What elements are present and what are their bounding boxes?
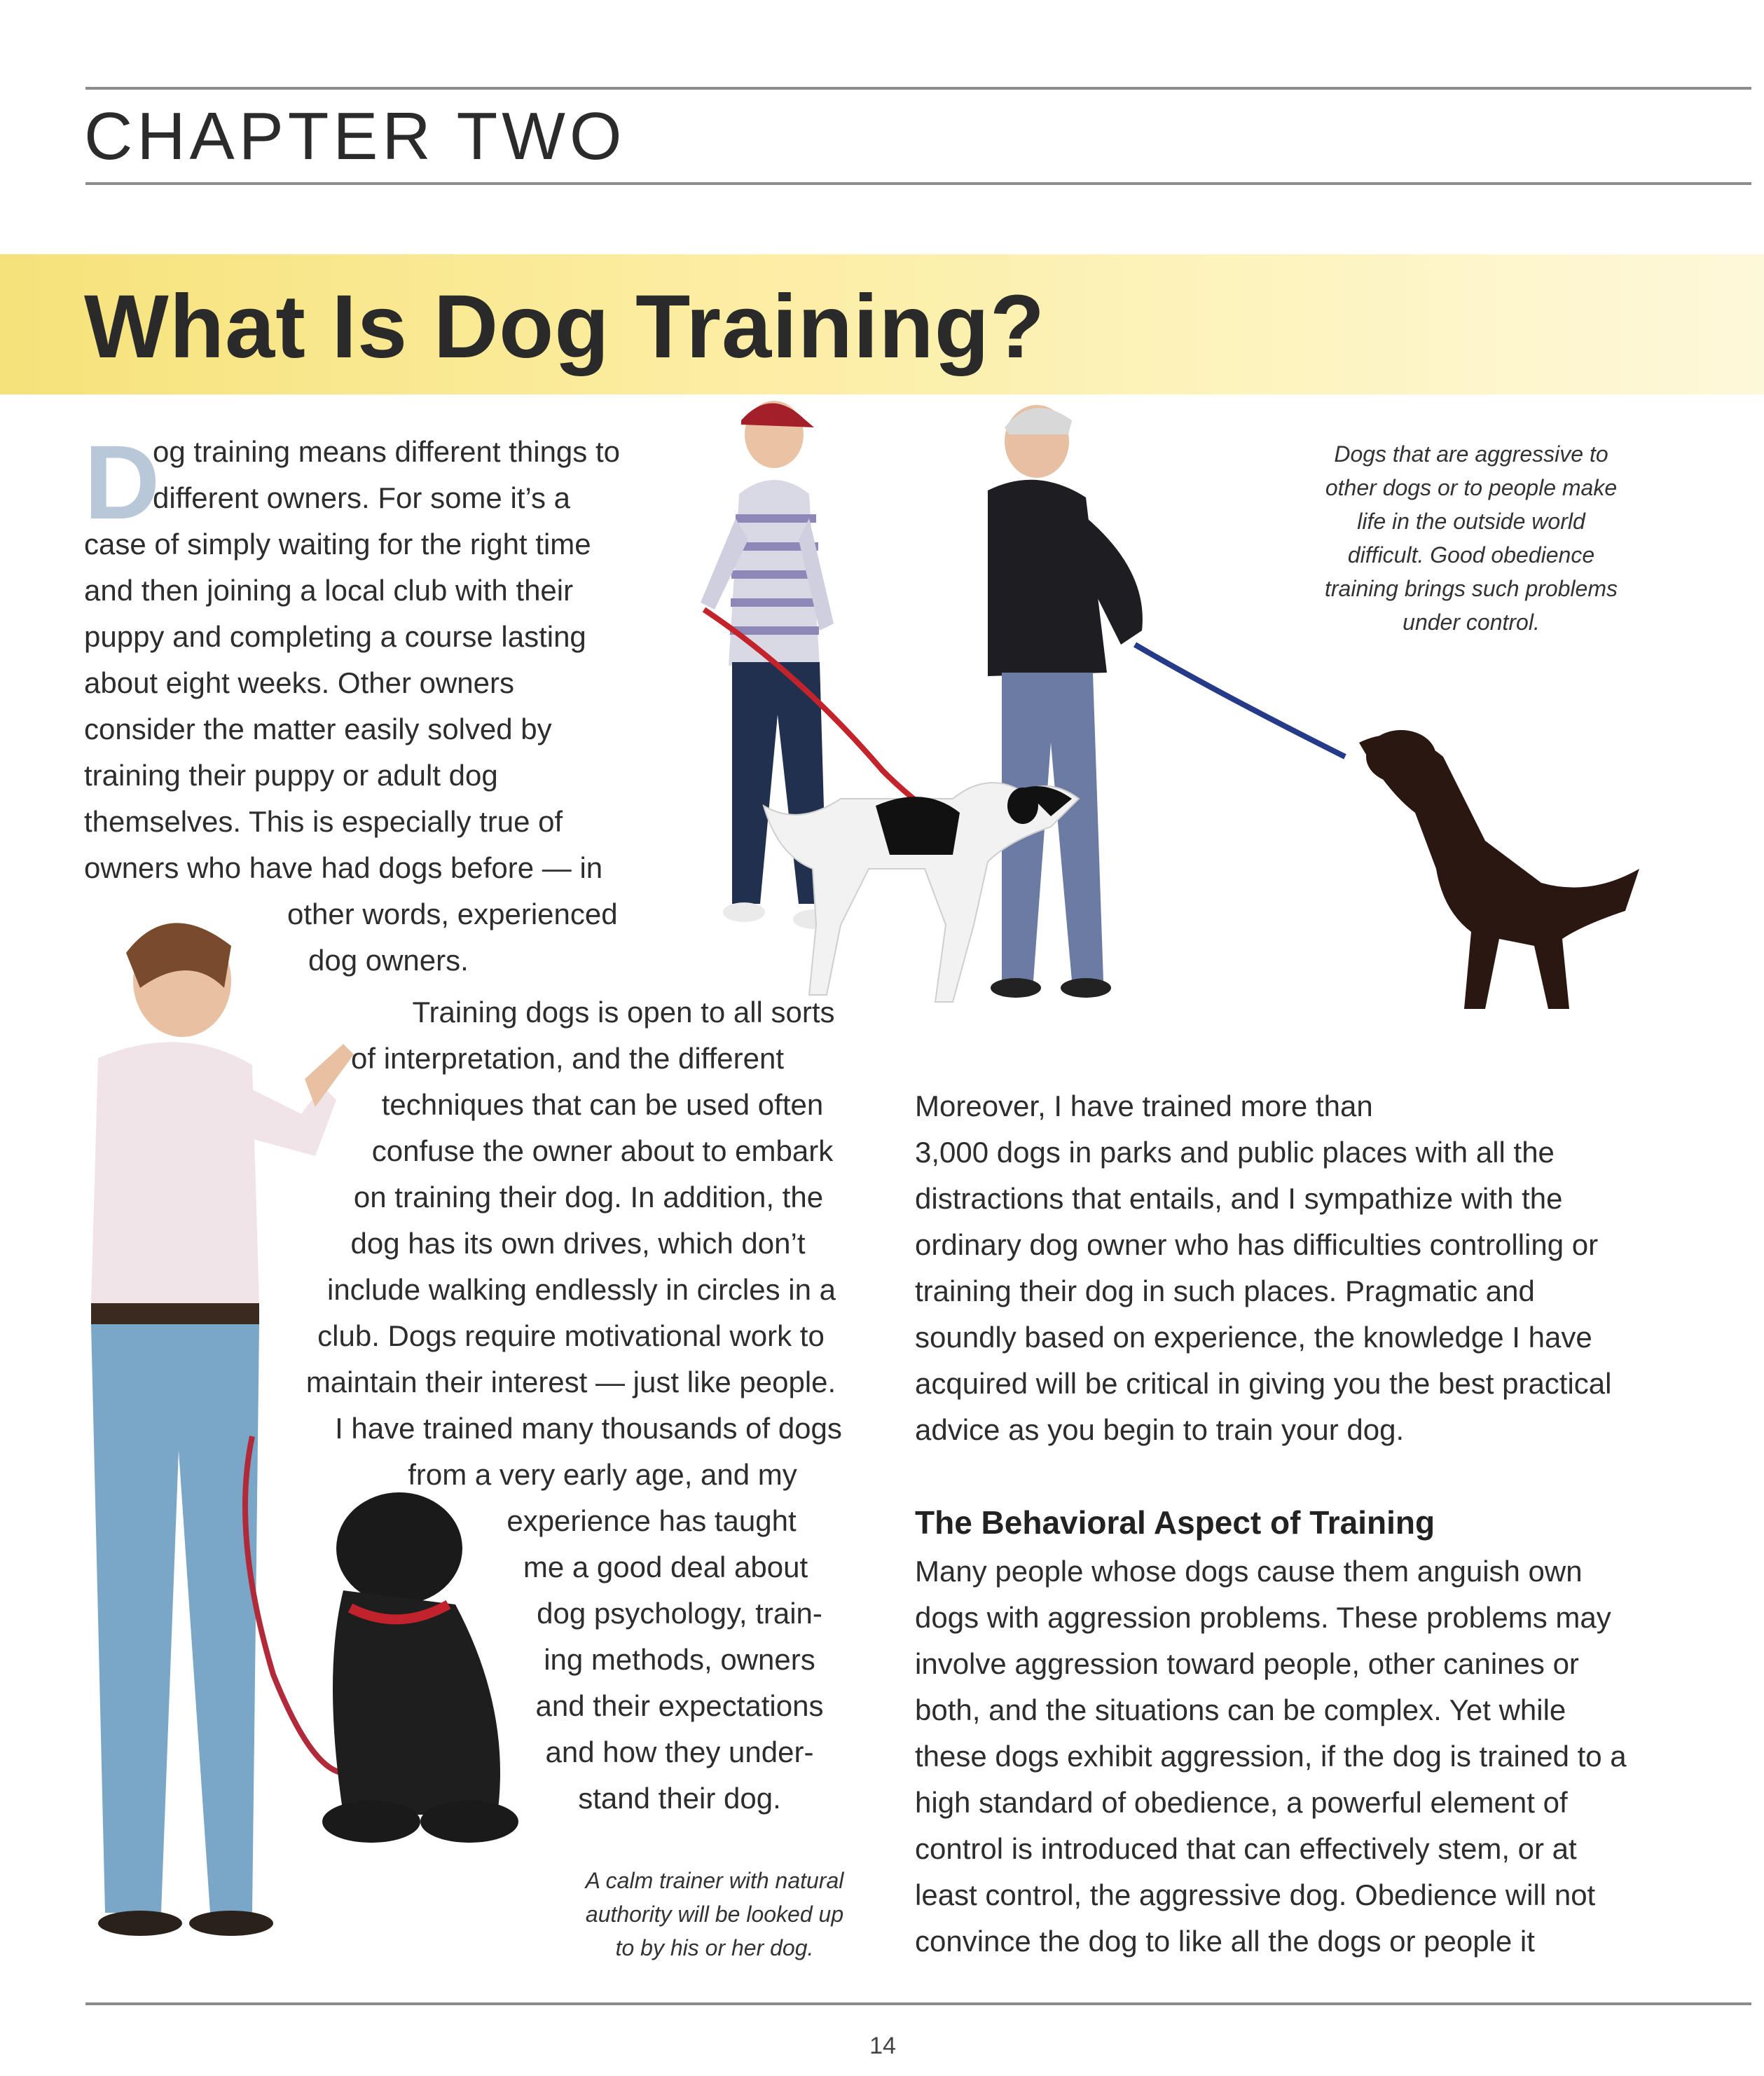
- woman-dark-jacket: [988, 405, 1143, 998]
- caption-aggressive-line: other dogs or to people make: [1325, 475, 1618, 500]
- para2-line: confuse the owner about to embark: [371, 1134, 834, 1167]
- para2-line: dog psychology, train-: [537, 1597, 822, 1630]
- intro-line: other words, experienced: [287, 898, 618, 930]
- para2-line: and their expectations: [535, 1689, 824, 1722]
- behavior-line: dogs with aggression problems. These problems may: [915, 1601, 1611, 1634]
- behavior-line: high standard of obedience, a powerful element of: [915, 1786, 1568, 1819]
- intro-line: og training means different things to: [153, 435, 620, 468]
- footer-rule: [85, 2002, 1751, 2005]
- behavior-line: these dogs exhibit aggression, if the dog is trained to a: [915, 1740, 1627, 1773]
- intro-line: about eight weeks. Other owners: [84, 666, 515, 699]
- para2-line: from a very early age, and my: [408, 1458, 797, 1491]
- intro-line: training their puppy or adult dog: [84, 759, 498, 792]
- right-col-line: training their dog in such places. Pragmatic and: [915, 1274, 1535, 1307]
- right-col-line: Moreover, I have trained more than: [915, 1089, 1373, 1122]
- para2-line: include walking endlessly in circles in a: [326, 1273, 836, 1306]
- intro-line: consider the matter easily solved by: [84, 713, 552, 745]
- para2-line: techniques that can be used often: [381, 1088, 824, 1121]
- para2-line: me a good deal about: [523, 1551, 808, 1583]
- para2-line: experience has taught: [507, 1504, 797, 1537]
- black-poodle: [322, 1492, 518, 1843]
- dark-setter-dog: [1359, 730, 1639, 1009]
- blue-leash: [1135, 645, 1345, 757]
- para2-line: ing methods, owners: [544, 1643, 815, 1676]
- intro-line: themselves. This is especially true of: [84, 805, 563, 838]
- caption-aggressive-line: Dogs that are aggressive to: [1334, 441, 1608, 467]
- caption-aggressive-line: under control.: [1403, 610, 1540, 635]
- para2-line: on training their dog. In addition, the: [353, 1181, 824, 1214]
- caption-trainer-line: A calm trainer with natural: [585, 1868, 844, 1893]
- section-heading: The Behavioral Aspect of Training: [915, 1504, 1435, 1541]
- para2-line: club. Dogs require motivational work to: [317, 1319, 825, 1352]
- behavior-line: Many people whose dogs cause them anguish own: [915, 1555, 1583, 1588]
- caption-trainer-line: to by his or her dog.: [615, 1935, 814, 1960]
- chapter-rule: [85, 182, 1751, 185]
- top-rule: [85, 87, 1751, 90]
- intro-line: and then joining a local club with their: [84, 574, 574, 607]
- behavior-line: control is introduced that can effectively stem, or at: [915, 1832, 1577, 1865]
- behavior-line: both, and the situations can be complex. Yet while: [915, 1693, 1566, 1726]
- caption-aggressive-line: life in the outside world: [1357, 509, 1585, 534]
- right-col-line: advice as you begin to train your dog.: [915, 1413, 1405, 1446]
- caption-aggressive-line: difficult. Good obedience: [1347, 542, 1595, 568]
- drop-cap: D: [84, 423, 160, 541]
- intro-line: puppy and completing a course lasting: [84, 620, 586, 653]
- caption-trainer-line: authority will be looked up: [585, 1902, 844, 1927]
- right-col-line: ordinary dog owner who has difficulties controlling or: [915, 1228, 1599, 1261]
- intro-line: different owners. For some it’s a: [153, 481, 571, 514]
- para2-line: stand their dog.: [578, 1782, 781, 1815]
- intro-line: dog owners.: [308, 944, 469, 977]
- right-col-line: 3,000 dogs in parks and public places with all the: [915, 1136, 1555, 1169]
- para2-line: and how they under-: [545, 1735, 814, 1768]
- right-col-line: distractions that entails, and I sympathize with the: [915, 1182, 1563, 1215]
- caption-aggressive-line: training brings such problems: [1325, 576, 1618, 601]
- page-number: 14: [869, 2033, 896, 2059]
- behavior-line: involve aggression toward people, other canines or: [915, 1647, 1579, 1680]
- right-col-line: soundly based on experience, the knowledge I have: [915, 1321, 1592, 1354]
- intro-line: owners who have had dogs before — in: [84, 851, 603, 884]
- right-col-line: acquired will be critical in giving you the best practical: [915, 1367, 1612, 1400]
- para2-line: I have trained many thousands of dogs: [335, 1412, 842, 1445]
- intro-line: case of simply waiting for the right time: [84, 528, 591, 561]
- para2-line: of interpretation, and the different: [351, 1042, 784, 1075]
- page-title: What Is Dog Training?: [84, 277, 1046, 377]
- para2-line: Training dogs is open to all sorts: [412, 996, 835, 1029]
- para2-line: dog has its own drives, which don’t: [350, 1227, 806, 1260]
- chapter-label: CHAPTER TWO: [84, 99, 626, 174]
- para2-line: maintain their interest — just like people.: [305, 1366, 836, 1398]
- behavior-line: least control, the aggressive dog. Obedience will not: [915, 1878, 1596, 1911]
- behavior-line: convince the dog to like all the dogs or people it: [915, 1925, 1535, 1958]
